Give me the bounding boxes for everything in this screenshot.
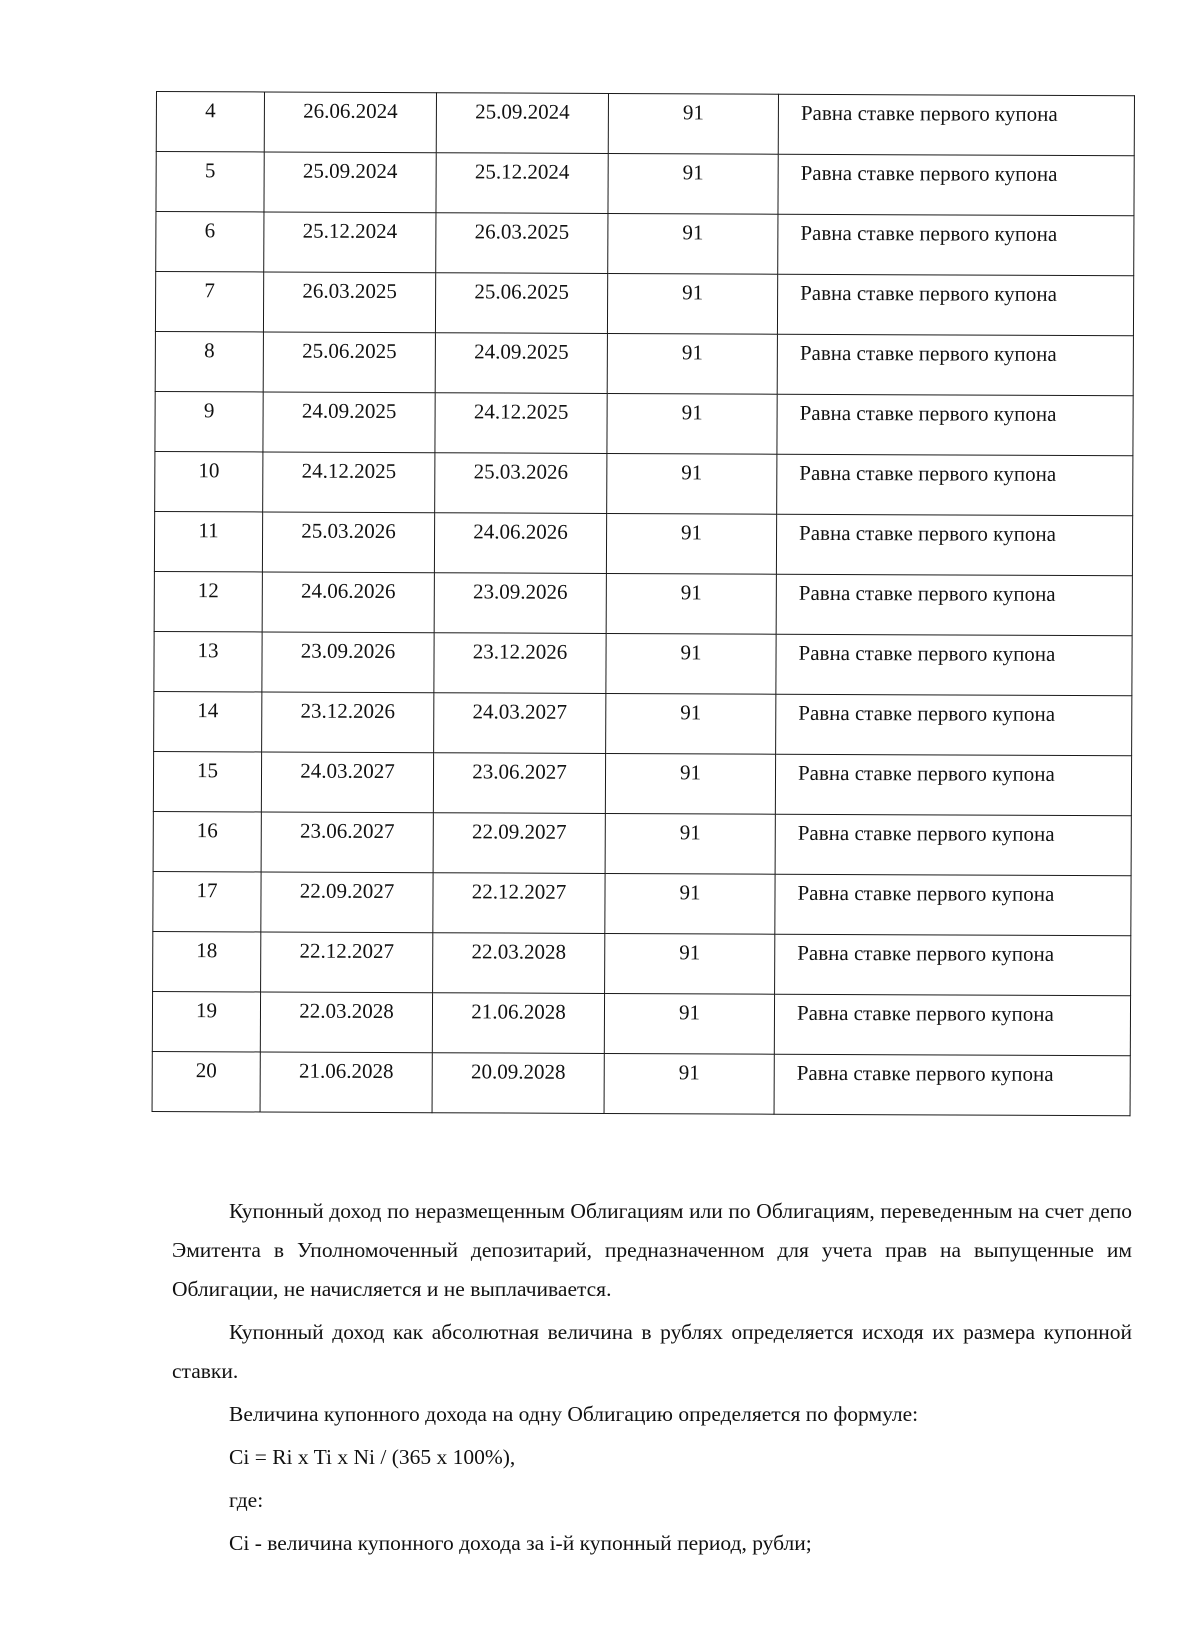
period-end-date-cell: 20.09.2028	[432, 1053, 604, 1114]
coupon-rate-cell: Равна ставке первого купона	[776, 634, 1132, 696]
period-start-date-cell: 24.09.2025	[263, 392, 435, 453]
period-days-cell: 91	[604, 993, 774, 1054]
period-end-date-cell: 24.09.2025	[435, 333, 607, 394]
table-row	[156, 92, 1134, 156]
table-row	[155, 331, 1133, 395]
coupon-number-cell: 13	[154, 631, 262, 691]
period-days-cell: 91	[606, 633, 776, 694]
body-text	[172, 1192, 1132, 1567]
period-end-date-cell: 24.06.2026	[434, 513, 606, 574]
coupon-rate-cell: Равна ставке первого купона	[775, 754, 1131, 816]
table-row	[156, 212, 1134, 276]
coupon-schedule-table	[152, 91, 1135, 1116]
period-start-date-cell: 26.06.2024	[264, 92, 436, 153]
period-days-cell: 91	[607, 453, 777, 514]
period-days-cell: 91	[606, 693, 776, 754]
table-row	[153, 751, 1131, 815]
period-end-date-cell: 24.12.2025	[435, 393, 607, 454]
coupon-rate-cell: Равна ставке первого купона	[778, 154, 1134, 216]
coupon-number-cell: 8	[155, 331, 263, 391]
period-end-date-cell: 25.12.2024	[436, 153, 608, 214]
where-label: где:	[229, 1488, 264, 1512]
table-row	[155, 391, 1133, 455]
definition-ci: Ci - величина купонного дохода за i-й купонный период, рубли;	[229, 1531, 812, 1555]
period-start-date-cell: 25.09.2024	[264, 152, 436, 213]
coupon-rate-cell: Равна ставке первого купона	[775, 874, 1131, 936]
period-days-cell: 91	[605, 753, 775, 814]
period-end-date-cell: 22.12.2027	[433, 873, 605, 934]
table-row	[155, 272, 1133, 336]
period-start-date-cell: 22.09.2027	[261, 872, 433, 933]
period-start-date-cell: 24.12.2025	[263, 452, 435, 513]
coupon-number-cell: 6	[156, 212, 264, 272]
period-end-date-cell: 23.09.2026	[434, 573, 606, 634]
coupon-rate-cell: Равна ставке первого купона	[774, 994, 1130, 1056]
table-row	[156, 152, 1134, 216]
period-start-date-cell: 23.12.2026	[262, 692, 434, 753]
coupon-number-cell: 15	[153, 751, 261, 811]
period-start-date-cell: 23.06.2027	[261, 812, 433, 873]
period-days-cell: 91	[604, 1053, 774, 1114]
coupon-number-cell: 10	[155, 451, 263, 511]
table-row	[155, 451, 1133, 515]
table-row	[154, 631, 1132, 695]
coupon-number-cell: 14	[154, 691, 262, 751]
coupon-rate-cell: Равна ставке первого купона	[778, 94, 1134, 156]
period-start-date-cell: 25.03.2026	[262, 512, 434, 573]
coupon-rate-cell: Равна ставке первого купона	[775, 934, 1131, 996]
coupon-number-cell: 11	[154, 511, 262, 571]
period-end-date-cell: 22.03.2028	[433, 933, 605, 994]
coupon-number-cell: 18	[153, 931, 261, 991]
coupon-rate-cell: Равна ставке первого купона	[777, 454, 1133, 516]
period-start-date-cell: 25.06.2025	[263, 332, 435, 393]
coupon-rate-cell: Равна ставке первого купона	[777, 394, 1133, 456]
period-start-date-cell: 25.12.2024	[264, 212, 436, 273]
period-end-date-cell: 26.03.2025	[436, 213, 608, 274]
coupon-number-cell: 9	[155, 391, 263, 451]
period-days-cell: 91	[607, 273, 777, 334]
coupon-number-cell: 4	[156, 92, 264, 152]
coupon-number-cell: 7	[155, 272, 263, 332]
table-row	[154, 511, 1132, 575]
period-end-date-cell: 25.06.2025	[435, 273, 607, 334]
coupon-formula: Ci = Ri x Ti x Ni / (365 x 100%),	[229, 1445, 516, 1469]
table-row	[154, 691, 1132, 755]
period-days-cell: 91	[606, 513, 776, 574]
period-end-date-cell: 23.12.2026	[434, 633, 606, 694]
period-start-date-cell: 22.03.2028	[260, 992, 432, 1053]
coupon-number-cell: 19	[152, 991, 260, 1051]
coupon-rate-cell: Равна ставке первого купона	[775, 814, 1131, 876]
table-row	[152, 991, 1130, 1055]
period-end-date-cell: 22.09.2027	[433, 813, 605, 874]
coupon-rate-cell: Равна ставке первого купона	[776, 574, 1132, 636]
period-start-date-cell: 21.06.2028	[260, 1052, 432, 1113]
table-row	[154, 571, 1132, 635]
period-start-date-cell: 23.09.2026	[262, 632, 434, 693]
coupon-rate-cell: Равна ставке первого купона	[774, 1054, 1130, 1116]
coupon-number-cell: 12	[154, 571, 262, 631]
period-days-cell: 91	[606, 573, 776, 634]
period-start-date-cell: 24.06.2026	[262, 572, 434, 633]
coupon-rate-cell: Равна ставке первого купона	[778, 214, 1134, 276]
period-days-cell: 91	[605, 933, 775, 994]
table-row	[153, 871, 1131, 935]
period-days-cell: 91	[605, 813, 775, 874]
coupon-rate-cell: Равна ставке первого купона	[776, 694, 1132, 756]
period-end-date-cell: 25.03.2026	[435, 453, 607, 514]
table-row	[153, 811, 1131, 875]
period-days-cell: 91	[608, 213, 778, 274]
paragraph-unplaced-bonds: Купонный доход по неразмещенным Облигациям или по Облигациям, переведенным на счет депо Эмитента в Уполномоченный депозитарий, предназначенном для учета прав на выпущенные им Облигации, не начисляется и не выплачивается.	[172, 1199, 1132, 1301]
period-days-cell: 91	[608, 153, 778, 214]
coupon-schedule-body	[152, 92, 1134, 1116]
paragraph-coupon-absolute: Купонный доход как абсолютная величина в рублях определяется исходя их размера купонной ставки.	[172, 1320, 1132, 1383]
table-row	[153, 931, 1131, 995]
coupon-rate-cell: Равна ставке первого купона	[777, 274, 1133, 336]
period-start-date-cell: 26.03.2025	[263, 272, 435, 333]
period-end-date-cell: 23.06.2027	[433, 753, 605, 814]
coupon-rate-cell: Равна ставке первого купона	[777, 334, 1133, 396]
table-row	[152, 1051, 1130, 1115]
period-end-date-cell: 24.03.2027	[434, 693, 606, 754]
coupon-rate-cell: Равна ставке первого купона	[776, 514, 1132, 576]
coupon-number-cell: 17	[153, 871, 261, 931]
period-days-cell: 91	[608, 93, 778, 154]
period-end-date-cell: 21.06.2028	[432, 993, 604, 1054]
paragraph-formula-intro: Величина купонного дохода на одну Облигацию определяется по формуле:	[229, 1402, 919, 1426]
period-days-cell: 91	[607, 333, 777, 394]
period-start-date-cell: 22.12.2027	[261, 932, 433, 993]
coupon-number-cell: 20	[152, 1051, 260, 1111]
coupon-number-cell: 16	[153, 811, 261, 871]
period-days-cell: 91	[605, 873, 775, 934]
coupon-number-cell: 5	[156, 152, 264, 212]
period-start-date-cell: 24.03.2027	[261, 752, 433, 813]
period-end-date-cell: 25.09.2024	[436, 93, 608, 154]
period-days-cell: 91	[607, 393, 777, 454]
